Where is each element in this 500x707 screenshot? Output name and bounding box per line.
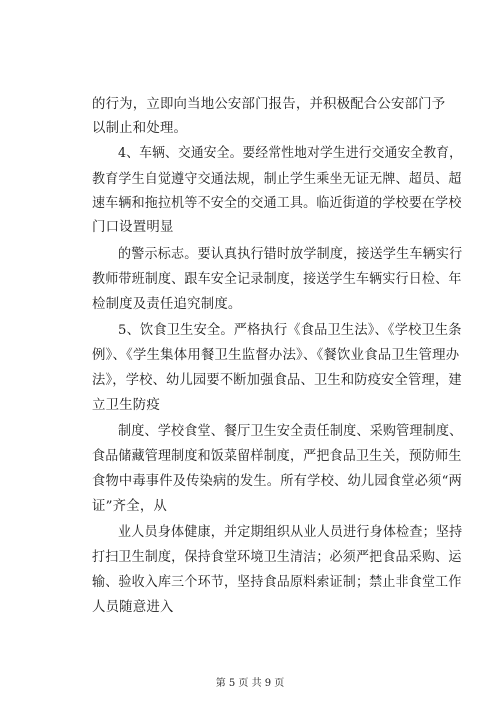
paragraph-line: 的警示标志。要认真执行错时放学制度，接送学生车辆实行 bbox=[118, 247, 463, 262]
paragraph-line: 4、车辆、交通安全。要经常性地对学生进行交通安全教育， bbox=[118, 146, 463, 161]
paragraph-line: 输、验收入库三个环节，坚持食品原料索证制；禁止非食堂工作 bbox=[92, 575, 462, 590]
paragraph-line: 人员随意进入 bbox=[92, 600, 174, 615]
paragraph-line: 食物中毒事件及传染病的发生。所有学校、幼儿园食堂必须“两 bbox=[92, 474, 462, 489]
paragraph-line: 食品储藏管理制度和饭菜留样制度，严把食品卫生关，预防师生 bbox=[92, 449, 462, 464]
paragraph-line: 5、饮食卫生安全。严格执行《食品卫生法》、《学校卫生条 bbox=[118, 323, 462, 338]
page-number-footer: 第 5 页 共 9 页 bbox=[215, 678, 285, 689]
paragraph-line: 制度、学校食堂、餐厅卫生安全责任制度、采购管理制度、 bbox=[118, 424, 463, 439]
paragraph-line: 业人员身体健康，并定期组织从业人员进行身体检查；坚持 bbox=[118, 525, 463, 540]
paragraph-line: 证”齐全，从 bbox=[92, 499, 167, 514]
paragraph-line: 打扫卫生制度，保持食堂环境卫生清洁；必须严把食品采购、运 bbox=[92, 550, 462, 565]
paragraph-line: 法》，学校、幼儿园要不断加强食品、卫生和防疫安全管理，建 bbox=[92, 373, 462, 388]
paragraph-line: 门口设置明显 bbox=[92, 220, 174, 235]
paragraph-line: 例》、《学生集体用餐卫生监督办法》、《餐饮业食品卫生管理办 bbox=[92, 348, 460, 363]
paragraph-line: 教育学生自觉遵守交通法规，制止学生乘坐无证无牌、超员、超 bbox=[92, 172, 462, 187]
paragraph-line: 立卫生防疫 bbox=[92, 398, 160, 413]
paragraph-line: 检制度及责任追究制度。 bbox=[92, 297, 242, 312]
paragraph-line: 速车辆和拖拉机等不安全的交通工具。临近街道的学校要在学校 bbox=[92, 196, 462, 211]
paragraph-line: 以制止和处理。 bbox=[92, 121, 188, 136]
paragraph-line: 的行为，立即向当地公安部门报告，并积极配合公安部门予 bbox=[92, 97, 446, 112]
paragraph-line: 教师带班制度、跟车安全记录制度，接送学生车辆实行日检、年 bbox=[92, 272, 462, 287]
